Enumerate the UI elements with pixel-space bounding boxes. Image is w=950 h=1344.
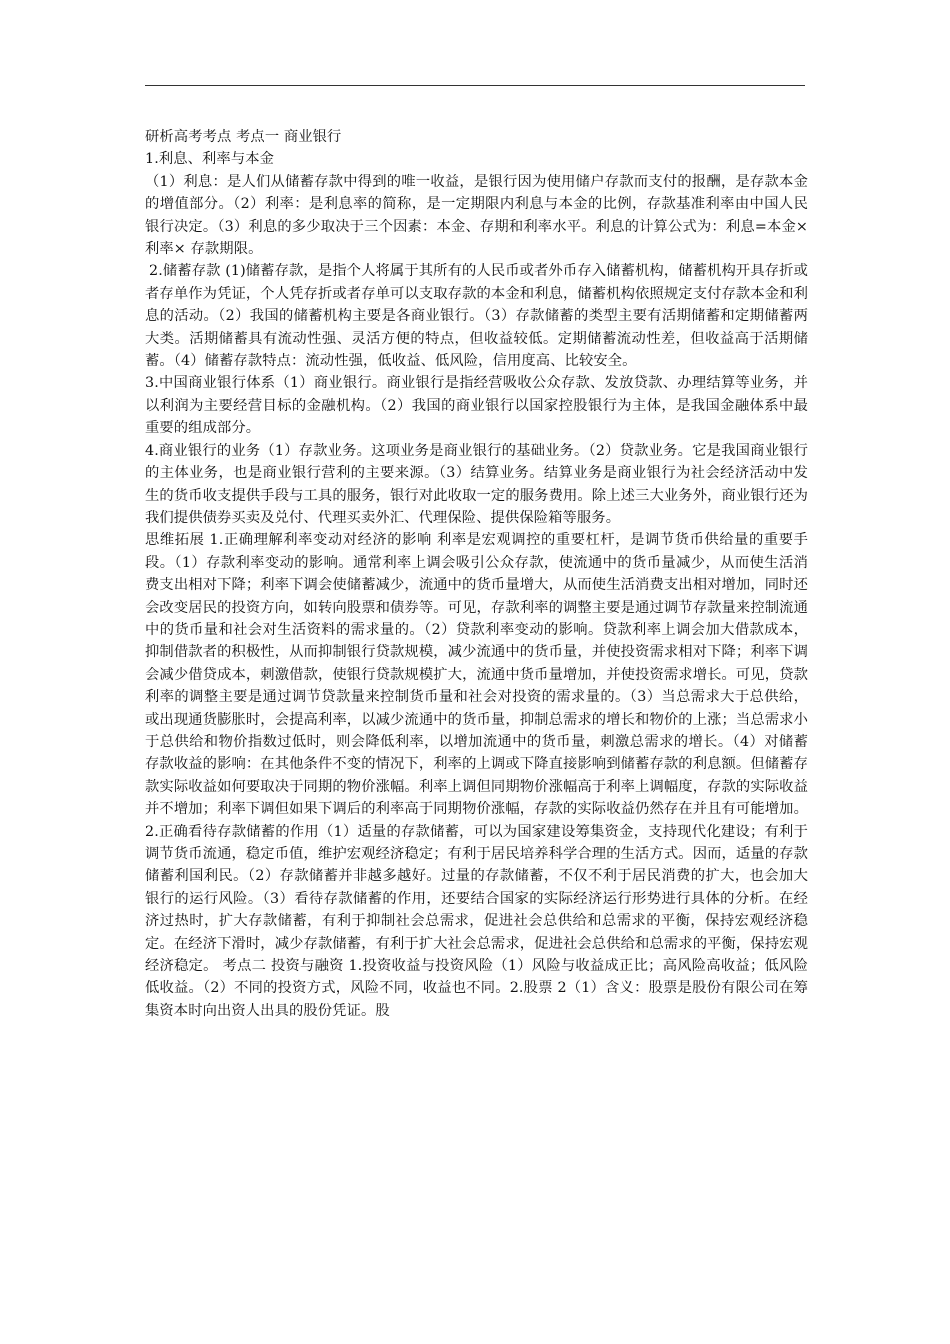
section-heading: 研析高考考点 考点一 商业银行 xyxy=(145,129,342,145)
paragraph-interest: （1）利息：是人们从储蓄存款中得到的唯一收益，是银行因为使用储户存款而支付的报酬，是存款本金的增值部分。（2）利率：是利息率的简称，是一定期限内利息与本金的比例，存款基准利率由中国人民银行决定。（3）利息的多少取决于三个因素：本金、存期和利率水平。利息的计算公式为：利息=本金×利率× 存款期限。 xyxy=(145,173,808,258)
paragraph-savings-deposit: 2.储蓄存款 (1)储蓄存款，是指个人将属于其所有的人民币或者外币存入储蓄机构，储蓄机构开具存折或者存单作为凭证，个人凭存折或者存单可以支取存款的本金和利息，储蓄机构依照规定支付存款本金和利息的活动。（2）我国的储蓄机构主要是各商业银行。（3）存款储蓄的类型主要有活期储蓄和定期储蓄两大类。活期储蓄具有流动性强、灵活方便的特点，但收益较低。定期储蓄流动性差，但收益高于活期储蓄。（4）储蓄存款特点：流动性强，低收益、低风险，信用度高、比较安全。 xyxy=(145,263,808,370)
paragraph-bank-business: 4.商业银行的业务（1）存款业务。这项业务是商业银行的基础业务。（2）贷款业务。它是我国商业银行的主体业务，也是商业银行营利的主要来源。（3）结算业务。结算业务是商业银行为社会经济活动中发生的货币收支提供手段与工具的服务，银行对此收取一定的服务费用。除上述三大业务外，商业银行还为我们提供债券买卖及兑付、代理买卖外汇、代理保险、提供保险箱等服务。 xyxy=(145,442,808,526)
paragraph-bank-system: 3.中国商业银行体系（1）商业银行。商业银行是指经营吸收公众存款、发放贷款、办理结算等业务，并以利润为主要经营目标的金融机构。（2）我国的商业银行以国家控股银行为主体，是我国金融体系中最重要的组成部分。 xyxy=(145,375,808,437)
document-body xyxy=(145,126,808,1022)
paragraph-thinking-extension: 思维拓展 1.正确理解利率变动对经济的影响 利率是宏观调控的重要杠杆，是调节货币供给量的重要手段。（1）存款利率变动的影响。通常利率上调会吸引公众存款，使流通中的货币量减少，从而使生活消费支出相对下降；利率下调会使储蓄减少，流通中的货币量增大，从而使生活消费支出相对增加，同时还会改变居民的投资方向，如转向股票和债券等。可见，存款利率的调整主要是通过调节存款量来控制流通中的货币量和社会对生活资料的需求量的。（2）贷款利率变动的影响。贷款利率上调会加大借款成本，抑制借款者的积极性，从而抑制银行贷款规模，减少流通中的货币量，并使投资需求相对下降；利率下调会减少借贷成本，刺激借款，使银行贷款规模扩大，流通中货币量增加，并使投资需求增长。可见，贷款利率的调整主要是通过调节贷款量来控制货币量和社会对投资的需求量的。（3）当总需求大于总供给，或出现通货膨胀时，会提高利率，以减少流通中的货币量，抑制总需求的增长和物价的上涨；当总需求小于总供给和物价指数过低时，则会降低利率，以增加流通中的货币量，刺激总需求的增长。（4）对储蓄存款收益的影响：在其他条件不变的情况下，利率的上调或下降直接影响到储蓄存款的利息额。但储蓄存款实际收益如何要取决于同期的物价涨幅。利率上调但同期物价涨幅高于利率上调幅度，存款的实际收益并不增加；利率下调但如果下调后的利率高于同期物价涨幅，存款的实际收益仍然存在并且有可能增加。2.正确看待存款储蓄的作用（1）适量的存款储蓄，可以为国家建设筹集资金，支持现代化建设；有利于调节货币流通，稳定币值，维护宏观经济稳定；有利于居民培养科学合理的生活方式。因而，适量的存款储蓄利国利民。（2）存款储蓄并非越多越好。过量的存款储蓄，不仅不利于居民消费的扩大，也会加大银行的运行风险。（3）看待存款储蓄的作用，还要结合国家的实际经济运行形势进行具体的分析。在经济过热时，扩大存款储蓄，有利于抑制社会总需求，促进社会总供给和总需求的平衡，保持宏观经济稳定。在经济下滑时，减少存款储蓄，有利于扩大社会总需求，促进社会总供给和总需求的平衡，保持宏观经济稳定。 考点二 投资与融资 1.投资收益与投资风险（1）风险与收益成正比；高风险高收益；低风险低收益。（2）不同的投资方式，风险不同，收益也不同。2.股票 2（1）含义：股票是股份有限公司在筹集资本时向出资人出具的股份凭证。股 xyxy=(145,532,808,1019)
header-rule xyxy=(145,85,805,86)
subsection-heading: 1.利息、利率与本金 xyxy=(145,151,275,168)
